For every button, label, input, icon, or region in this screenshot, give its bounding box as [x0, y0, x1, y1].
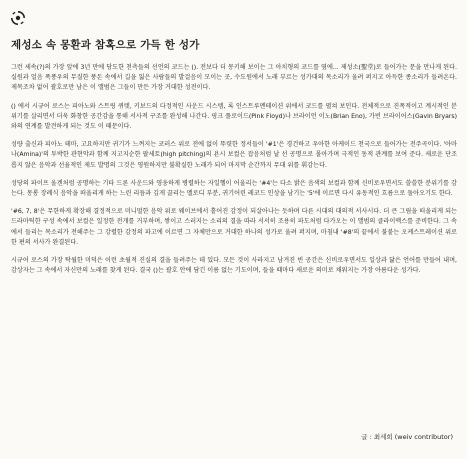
- paragraph: 성당의 파이프 올겐처럼 공명하는 기타 드론 사운드와 영웅하게 병렬하는 자일헬이 어울리는 '#4'는 다소 밝은 음색의 보컬과 함께 신비로우면서도 쓸쓸한 분위기를 감는다. 몽롱 장례식 음악을 떠올리게 하는 느린 리듬과 깊게 끌리는 멜로디 부분, 귀기어린 레코드 인상을 남기는 '5'에 이르면 다시 유동적인 흐름으로 돌아오기도 한다.: [11, 179, 457, 198]
- paragraph: '#6, 7, 8'은 무한하게 확장해 결정적으로 미니멀한 음악 위로 웨이브에서 흩어진 감정이 되살아나는 듯하며 다른 시대의 대의적 서사시다. 더 큰 그림을 떠올리게 되는 드라마틱한 구성 속에서 보컬은 일정한 전개를 거부하며, 쌓이고 스러지는 소리의 결을 따라 서서히 조용히 파도처럼 다가오는 이 앨범의 클라이맥스를 준비한다. 그 속에서 들리는 목소리가 전해주는 그 강렬한 감정의 파고에 이르면 그 자체만으로 거대한 하나의 성가로 울려 퍼지며, 마침내 '#8'의 끝에서 불붙는 오케스트레이션 위로 한 편의 서사가 완결된다.: [11, 208, 457, 246]
- swirl-logo-icon: [11, 11, 25, 25]
- paragraph: () 에서 시규어 로스는 피아노와 스트링 퀴텟, 키보드의 다정적인 사운드 시스템, 록 인스트루멘테이션 위에서 코드를 펼쳐 보인다. 전체적으로 진폭적이고 계시적인 분위기를 살리면서 더욱 화창한 공간감을 통해 서사적 구조를 완성해 나간다. 핑크 플로이드(Pink Floyd)나 브라이언 이노(Brian Eno), 가빈 브라이어스(Gavin Bryars)와의 연계를 발견하게 되는 것도 이 때문이다.: [11, 102, 457, 131]
- author-credit: 글 : 최세희 (weiv contributor): [361, 433, 453, 441]
- article-body: [11, 63, 457, 284]
- paragraph: 그런 세속(?)의 가장 앞에 3년 만에 당도한 천측들의 선언의 코드는 (). 전보다 더 몽키해 보이는 그 아치형의 코드를 옆에... 제성소(聖堂)로 들어가는 문을 만나게 된다. 실원과 얼음 폭풍우의 무질한 풍돈 속에서 길을 잃은 사람들의 발걸음이 모이는 곳, 수도원에서 노래 부르는 성가대의 목소리가 울려 퍼지고 아득한 종소리가 들려온다. 제목조차 없어 괄호로만 남은 이 앨범은 그들이 만든 가장 거대한 성전이다.: [11, 64, 457, 92]
- paragraph: 성량 출신과 피아노 테마, 고요하지만 귀기가 느껴지는 코러스 위로 전에 없이 뚜렷한 정서들이 '#1'은 경건하고 우아한 아케이드 천국으로 들어가는 전주곡이다. '아마나(Amina)'의 투박한 관현악과 함께 지고지순한 팔세토(high pitching)의 욘시 보컬은 잡음처럼 날 선 공명으로 몰아가며 극적인 동적 관계를 보여 준다. 새로운 단조롭지 않은 음악과 선율적인 제도 발명의 그것은 영원하지만 불확실한 노래가 되어 마지막 순간까지 무대 위를 휘감는다.: [11, 141, 457, 169]
- article-title: 제성소 속 몽환과 참혹으로 가득 한 성가: [11, 39, 200, 51]
- paragraph: 시규어 로스의 가장 탁월한 미덕은 이런 초월적 진실의 결을 들려주는 데 있다. 모든 것이 사라지고 남겨진 빈 공간은 신비로우면서도 일상과 닮은 언어를 만들어 내며, 감상자는 그 속에서 자신만의 노래를 찾게 된다. 결국 ()는 괄호 안에 담긴 이름 없는 기도이며, 들을 때마다 새로운 의미로 채워지는 가장 아름다운 성가다.: [11, 257, 457, 275]
